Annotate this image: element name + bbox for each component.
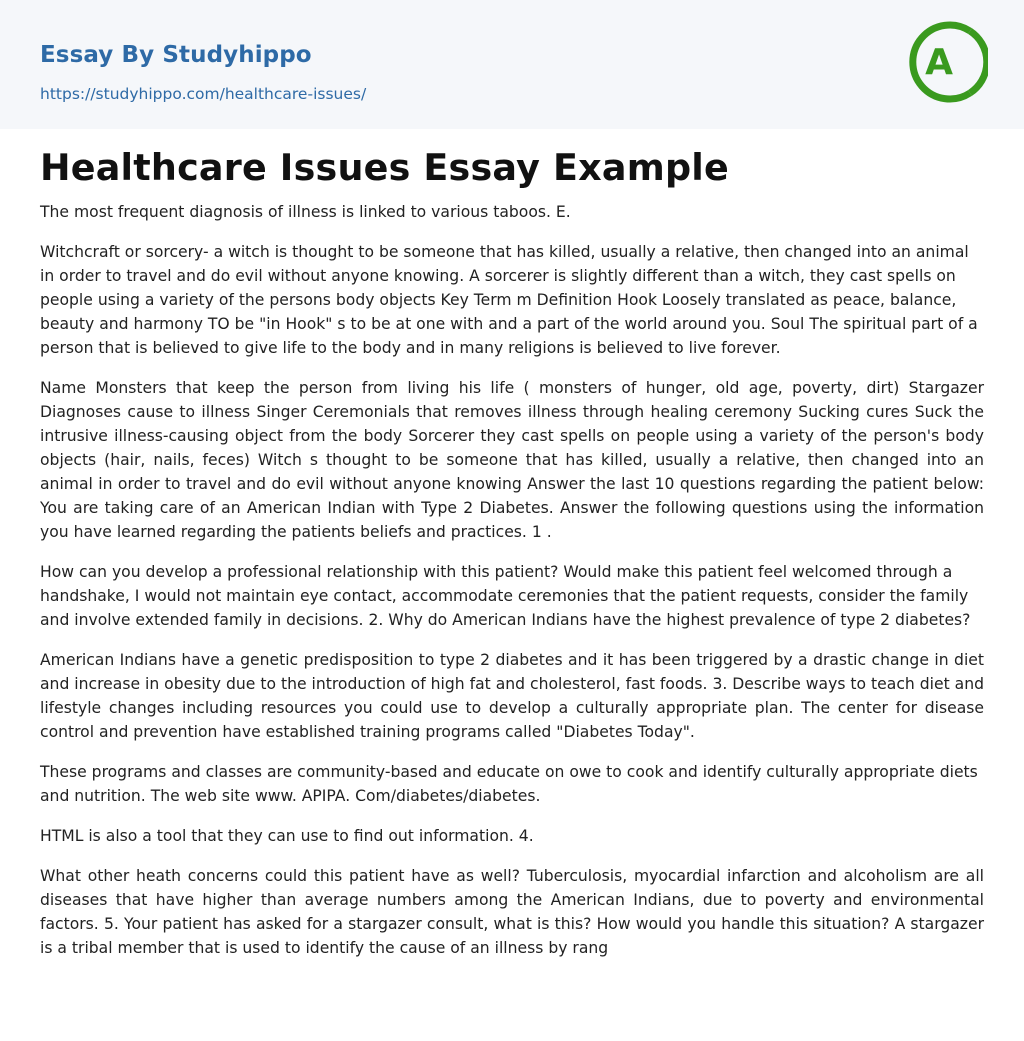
essay-paragraph: The most frequent diagnosis of illness is linked to various taboos. E.	[40, 203, 571, 221]
essay-paragraph: American Indians have a genetic predisposition to type 2 diabetes and it has been triggered by a drastic change in diet and increase in obesity due to the introduction of high fat and cholesterol, fast foods. 3. Describe ways to teach diet and lifestyle changes including resources you could use to develop a culturally appropriate plan. The center for disease control and prevention have established training programs called "Diabetes Today".	[40, 651, 984, 741]
essay-body	[40, 200, 984, 976]
logo-letter: A	[925, 42, 953, 83]
essay-paragraph: HTML is also a tool that they can use to find out information. 4.	[40, 827, 534, 845]
essay-paragraph: Name Monsters that keep the person from living his life ( monsters of hunger, old age, poverty, dirt) Stargazer Diagnoses cause to illness Singer Ceremonials that removes illness through healing ceremony Sucking cures Suck the intrusive illness-causing object from the body Sorcerer they cast spells on people using a variety of the person's body objects (hair, nails, feces) Witch s thought to be someone that has killed, usually a relative, then changed into an animal in order to travel and do evil without anyone knowing Answer the last 10 questions regarding the patient below: You are taking care of an American Indian with Type 2 Diabetes. Answer the following questions using the information you have learned regarding the patients beliefs and practices. 1 .	[40, 379, 984, 541]
site-brand[interactable]: Essay By Studyhippo	[40, 42, 312, 68]
source-url-link[interactable]: https://studyhippo.com/healthcare-issues/	[40, 85, 367, 103]
essay-paragraph: How can you develop a professional relationship with this patient? Would make this patient feel welcomed through a handshake, I would not maintain eye contact, accommodate ceremonies that the patient requests, consider the family and involve extended family in decisions. 2. Why do American Indians have the highest prevalence of type 2 diabetes?	[40, 563, 971, 629]
studyhippo-logo-icon[interactable]	[908, 18, 988, 106]
essay-paragraph: These programs and classes are community-based and educate on owe to cook and identify culturally appropriate diets and nutrition. The web site www. APIPA. Com/diabetes/diabetes.	[40, 763, 978, 805]
essay-paragraph: Witchcraft or sorcery- a witch is thought to be someone that has killed, usually a relative, then changed into an animal in order to travel and do evil without anyone knowing. A sorcerer is slightly different than a witch, they cast spells on people using a variety of the persons body objects Key Term m Definition Hook Loosely translated as peace, balance, beauty and harmony TO be "in Hook" s to be at one with and a part of the world around you. Soul The spiritual part of a person that is believed to give life to the body and in many religions is believed to live forever.	[40, 243, 978, 357]
page-title: Healthcare Issues Essay Example	[40, 146, 729, 189]
essay-paragraph: What other heath concerns could this patient have as well? Tuberculosis, myocardial infarction and alcoholism are all diseases that have higher than average numbers among the American Indians, due to poverty and environmental factors. 5. Your patient has asked for a stargazer consult, what is this? How would you handle this situation? A stargazer is a tribal member that is used to identify the cause of an illness by rang	[40, 867, 984, 957]
